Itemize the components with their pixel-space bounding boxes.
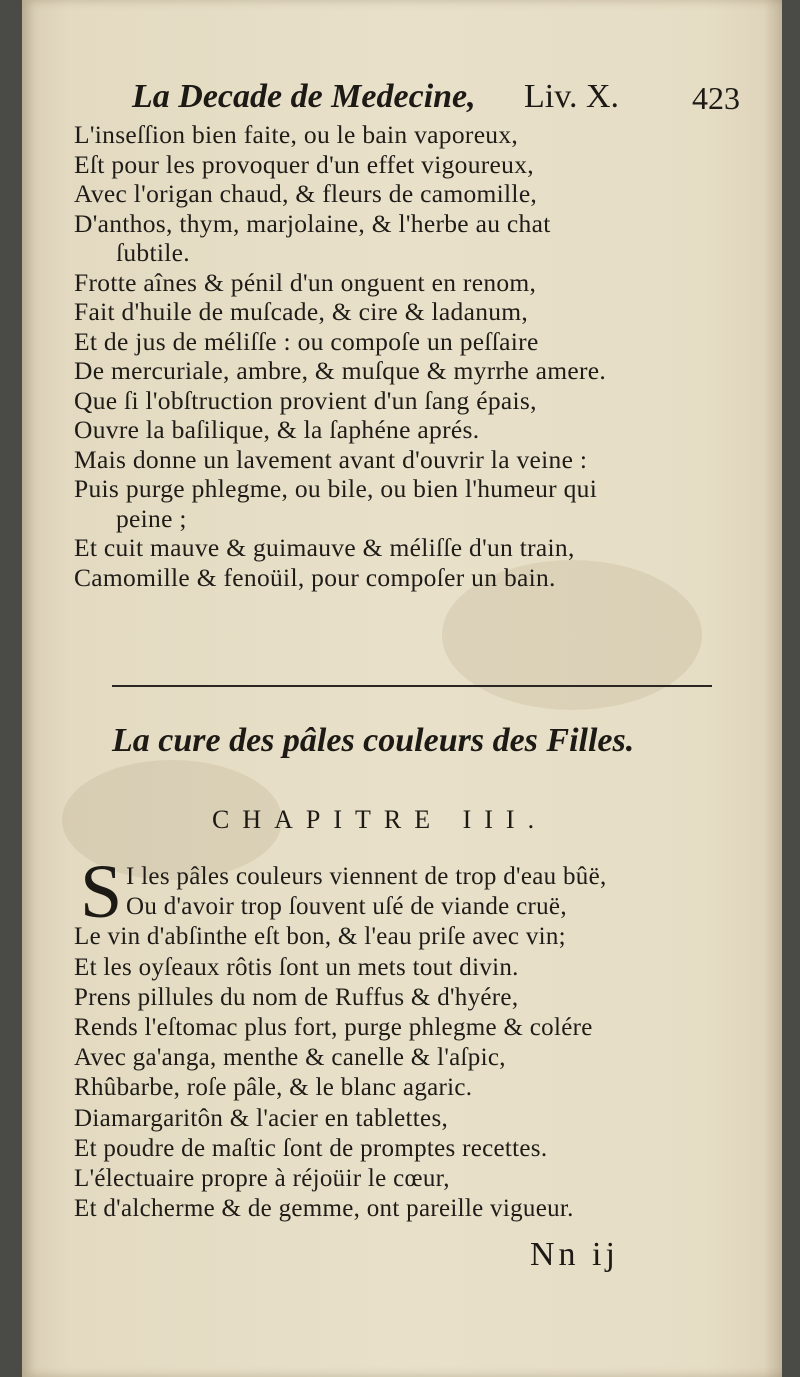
verse-line: Et cuit mauve & guimauve & méliſſe d'un train, — [74, 533, 575, 562]
verse-line: De mercuriale, ambre, & muſque & myrrhe amere. — [74, 356, 607, 385]
verse-line: Le vin d'abſinthe eſt bon, & l'eau priſe avec vin; — [74, 923, 566, 951]
verse-line: Et les oyſeaux rôtis ſont un mets tout divin. — [74, 953, 519, 981]
verse-line: Diamargaritôn & l'acier en tablettes, — [74, 1104, 449, 1132]
page-number: 423 — [692, 80, 740, 116]
verse-line-continuation: peine ; — [116, 503, 187, 533]
verse-line: L'inseſſion bien faite, ou le bain vaporeux, — [74, 120, 519, 149]
verse-line: Avec l'origan chaud, & fleurs de camomille, — [74, 179, 538, 208]
book-page — [22, 0, 782, 1377]
verse-line: Camomille & fenoüil, pour compoſer un bain. — [74, 562, 556, 592]
verse-line: Et de jus de méliſſe : ou compoſe un peſſaire — [74, 326, 539, 356]
verse-line: Puis purge phlegme, ou bile, ou bien l'humeur qui — [74, 474, 598, 503]
chapter-heading: CHAPITRE III. — [212, 805, 548, 834]
verse-line: Ou d'avoir trop ſouvent uſé de viande cruë, — [126, 893, 567, 921]
running-head-title: La Decade de Medecine, — [132, 78, 476, 115]
verse-block-top — [74, 120, 754, 592]
drop-cap: S — [80, 850, 123, 934]
verse-line: Que ſi l'obſtruction provient d'un ſang épais, — [74, 385, 537, 415]
verse-line: L'électuaire propre à réjoüir le cœur, — [74, 1164, 450, 1192]
verse-line: Frotte aînes & pénil d'un onguent en renom, — [74, 267, 537, 297]
page-edge-shadow — [764, 0, 782, 1377]
signature-mark: Nn ij — [530, 1236, 619, 1273]
verse-line: Et poudre de maſtic ſont de promptes recettes. — [74, 1134, 548, 1162]
verse-line: Et d'alchermе & de gemme, ont pareille vigueur. — [74, 1195, 574, 1223]
verse-line-continuation: ſubtile. — [116, 238, 190, 267]
running-head-book: Liv. X. — [524, 78, 620, 115]
section-divider — [112, 685, 712, 687]
verse-line: Mais donne un lavement avant d'ouvrir la veine : — [74, 444, 588, 474]
section-title: La cure des pâles couleurs des Filles. — [112, 722, 635, 759]
verse-line: Fait d'huile de muſcade, & cire & ladanum, — [74, 297, 529, 326]
verse-block-bottom — [74, 862, 764, 1224]
verse-line: I les pâles couleurs viennent de trop d'eau bûë, — [126, 863, 607, 890]
verse-line: Ouvre la baſilique, & la ſaphéne aprés. — [74, 415, 480, 444]
verse-line: Prens pillules du nom de Ruffus & d'hyére, — [74, 983, 519, 1011]
running-head — [132, 78, 772, 124]
verse-line: Avec ga'anga, menthe & canelle & l'aſpic, — [74, 1044, 506, 1072]
verse-line: D'anthos, thym, marjolaine, & l'herbe au chat — [74, 208, 551, 238]
verse-line: Rends l'eſtomac plus fort, purge phlegme & colére — [74, 1013, 593, 1041]
verse-line: Eſt pour les provoquer d'un effet vigoureux, — [74, 149, 534, 179]
verse-line: Rhûbarbe, roſe pâle, & le blanc agaric. — [74, 1074, 473, 1102]
